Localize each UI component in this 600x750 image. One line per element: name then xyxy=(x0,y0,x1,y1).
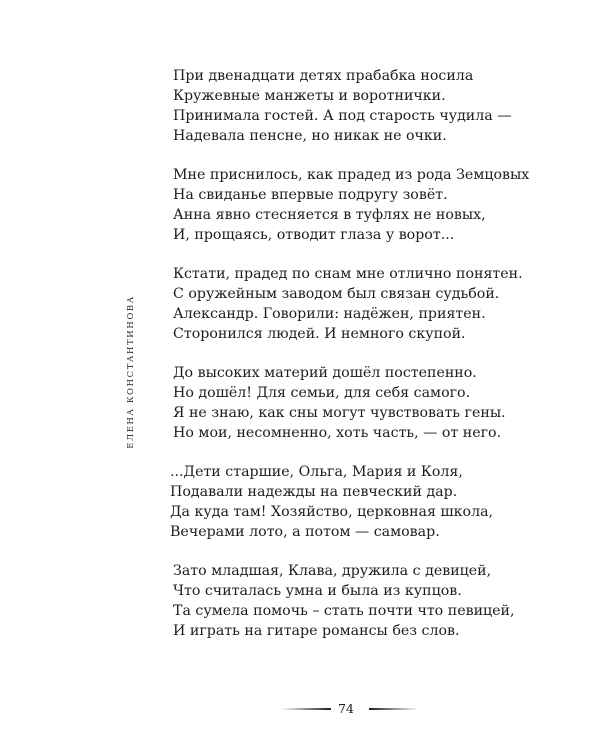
poem-line: Та сумела помочь – стать почти что певицей, xyxy=(173,603,515,619)
poem-line: Кстати, прадед по снам мне отлично понятен. xyxy=(173,266,523,282)
poem-line: Александр. Говорили: надёжен, приятен. xyxy=(173,306,486,322)
poem-line: Сторонился людей. И немного скупой. xyxy=(173,326,466,342)
poem-line: Вечерами лото, а потом — самовар. xyxy=(170,524,440,540)
right-ornament-rule xyxy=(369,708,419,710)
stanza xyxy=(173,165,530,245)
poem-line: Что считалась умна и была из купцов. xyxy=(173,583,462,599)
poem-line: При двенадцати детях прабабка носила xyxy=(173,68,474,84)
page-footer xyxy=(0,701,600,717)
left-ornament-rule xyxy=(281,708,331,710)
stanza xyxy=(170,462,503,542)
poem-line: Но дошёл! Для семьи, для себя самого. xyxy=(173,385,471,401)
poem-line: Анна явно стесняется в туфлях не новых, xyxy=(173,207,486,223)
poem-line: До высоких материй дошёл постепенно. xyxy=(173,365,477,381)
poem-line: ...Дети старшие, Ольга, Мария и Коля, xyxy=(170,464,463,480)
poem-line: С оружейным заводом был связан судьбой. xyxy=(173,286,500,302)
poem-line: И, прощаясь, отводит глаза у ворот... xyxy=(173,227,455,243)
poem-line: На свиданье впервые подругу зовёт. xyxy=(173,187,448,203)
poem-line: Кружевные манжеты и воротнички. xyxy=(173,88,446,104)
poem-line: Подавали надежды на певческий дар. xyxy=(170,484,458,500)
poem-line: Принимала гостей. А под старость чудила — xyxy=(173,108,512,124)
poem-line: И играть на гитаре романсы без слов. xyxy=(173,623,460,639)
poem-line: Зато младшая, Клава, дружила с девицей, xyxy=(173,563,492,579)
poem xyxy=(170,66,530,660)
stanza xyxy=(173,363,506,443)
poem-line: Мне приснилось, как прадед из рода Земцовых xyxy=(173,167,530,183)
stanza xyxy=(173,264,523,344)
poem-line: Но мои, несомненно, хоть часть, — от него. xyxy=(173,425,502,441)
stanza xyxy=(173,561,515,641)
author-running-head: ЕЛЕНА КОНСТАНТИНОВА xyxy=(126,295,136,449)
poem-line: Да куда там! Хозяйство, церковная школа, xyxy=(170,504,494,520)
poem-line: Надевала пенсне, но никак не очки. xyxy=(173,128,447,144)
poem-line: Я не знаю, как сны могут чувствовать гены. xyxy=(173,405,506,421)
stanza xyxy=(173,66,512,146)
page-number: 74 xyxy=(338,701,354,716)
